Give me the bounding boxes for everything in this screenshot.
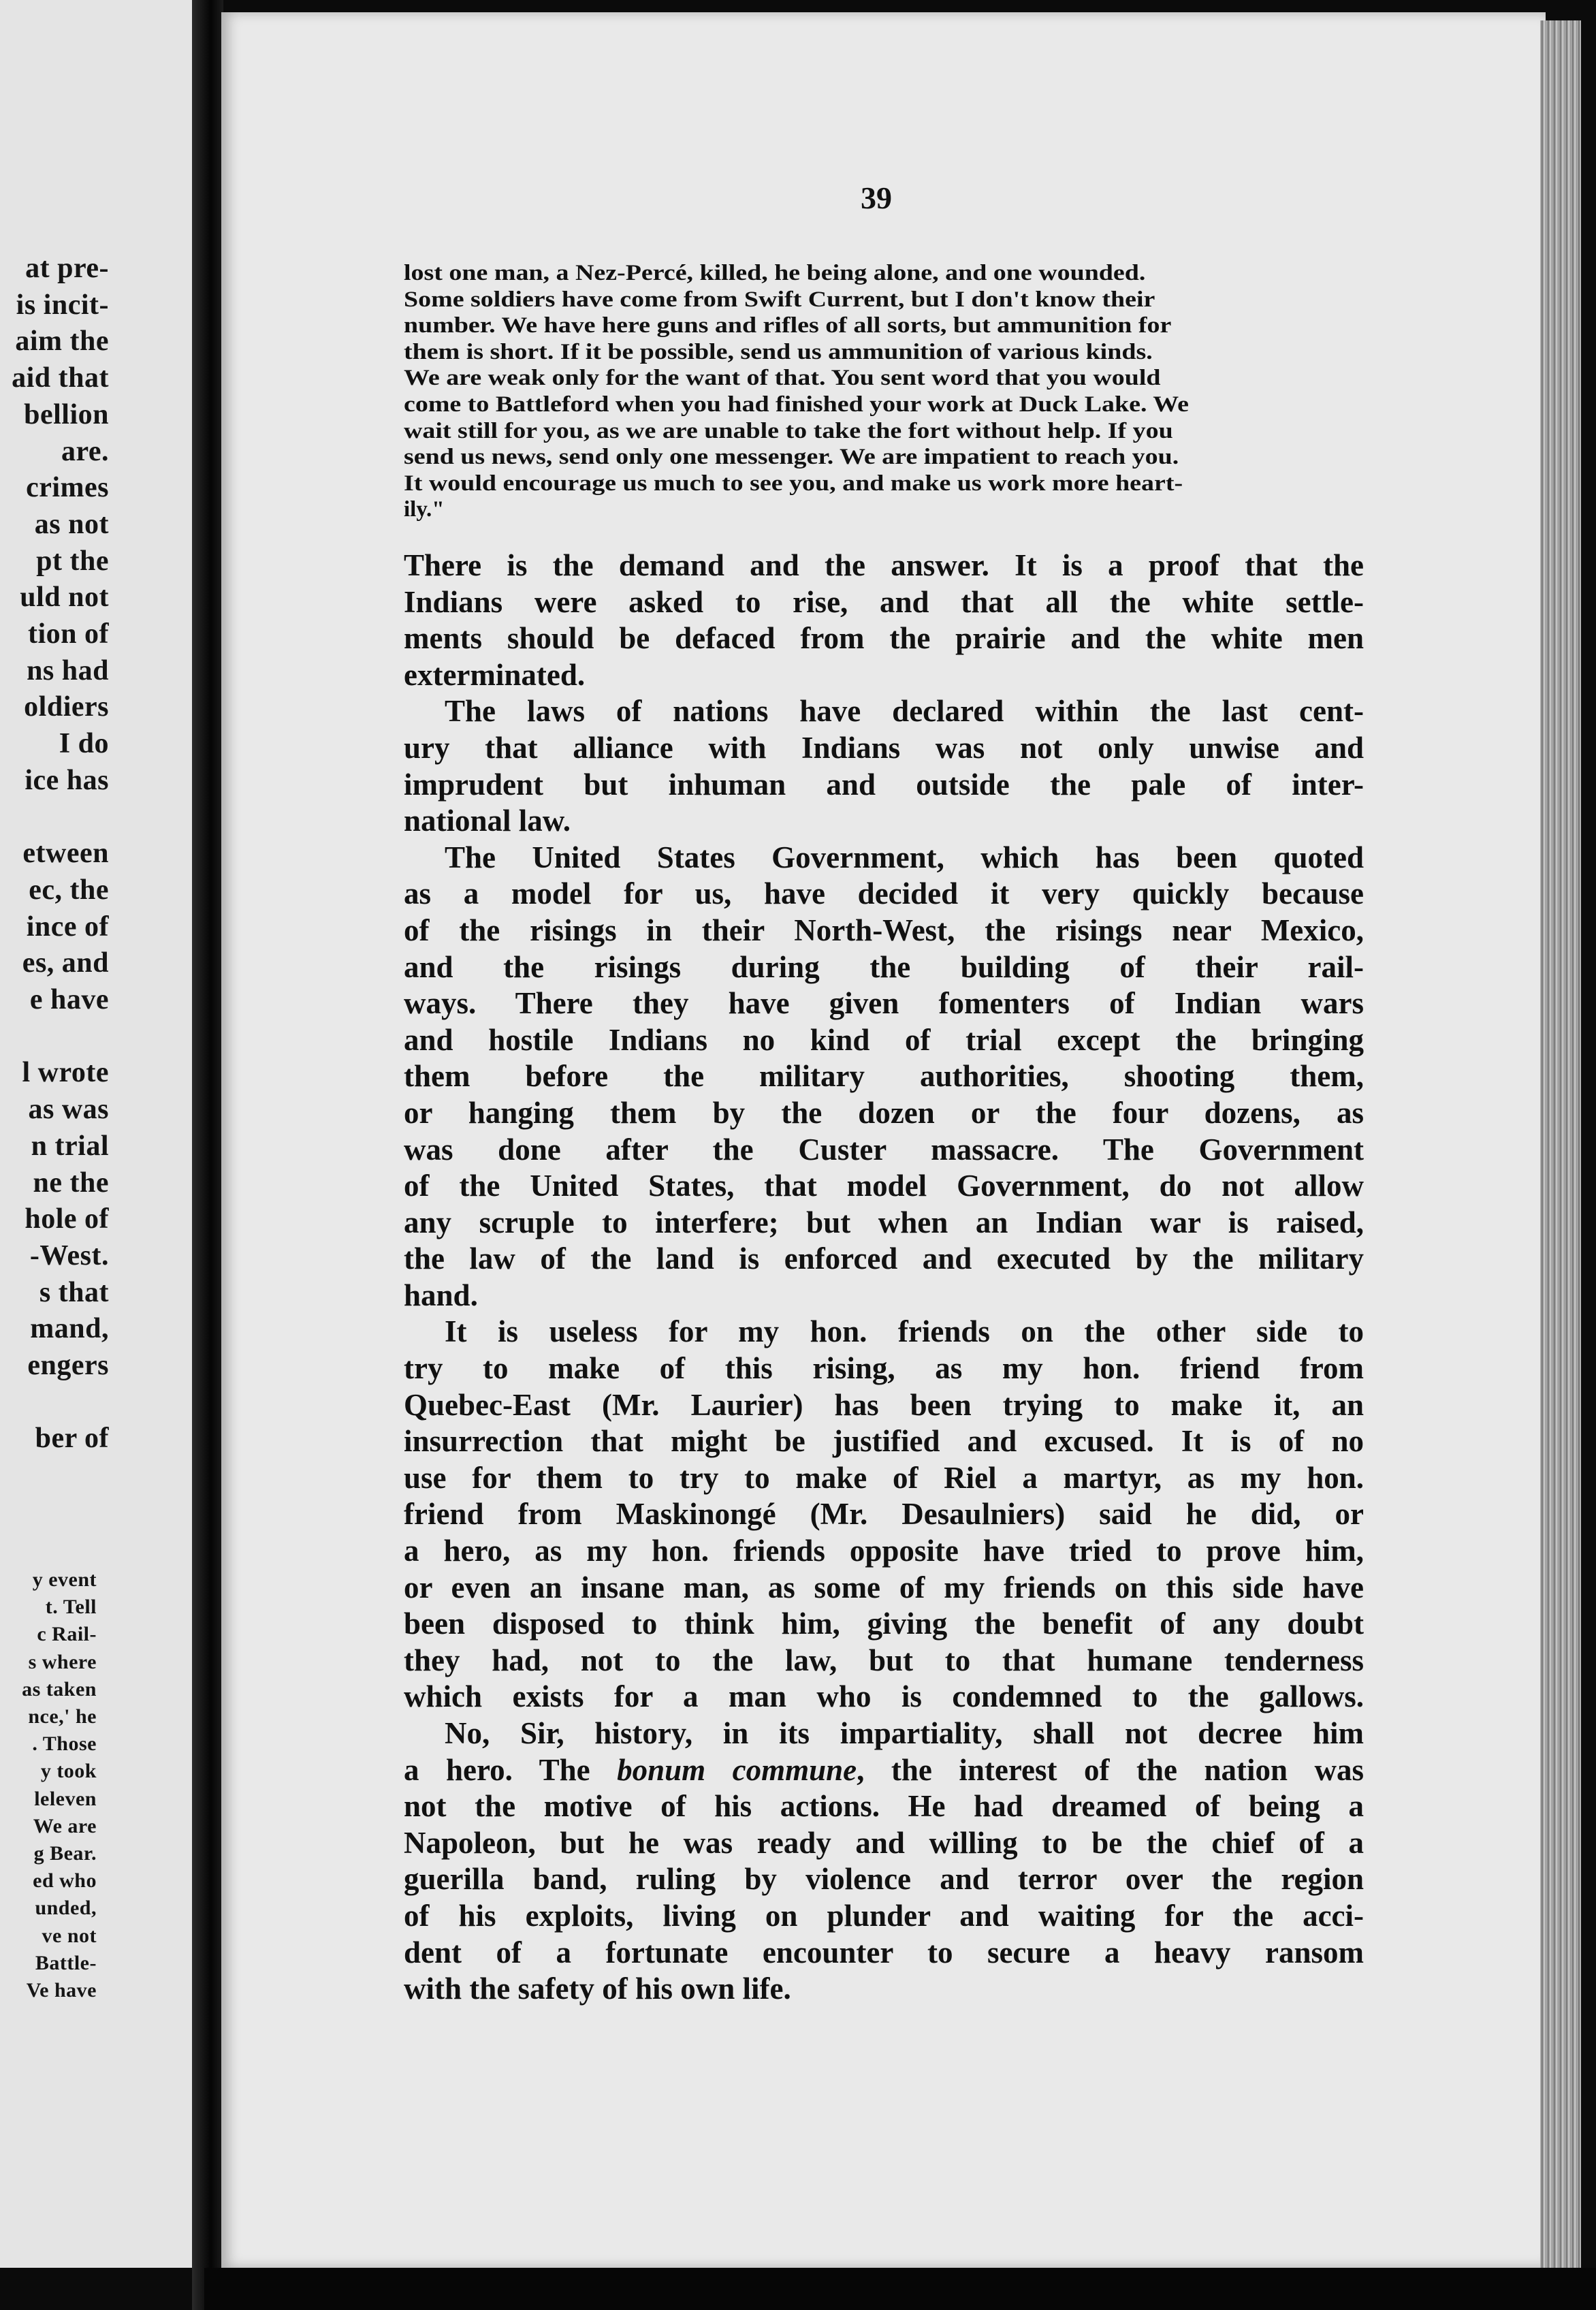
- left-page-fragment: We are: [33, 1814, 97, 1837]
- left-page-fragment: t. Tell: [45, 1596, 97, 1619]
- left-page-fragment: as was: [28, 1094, 109, 1126]
- left-page-fragment: ber of: [35, 1423, 109, 1455]
- body-line: a hero, as my hon. friends opposite have tried to prove him,: [404, 1534, 1364, 1568]
- quote-line: come to Battleford when you had finished your work at Duck Lake. We: [404, 392, 1189, 417]
- body-line: of the United States, that model Government, do not allow: [404, 1169, 1364, 1203]
- left-page-fragment: nce,' he: [28, 1705, 97, 1728]
- left-page-fragment: unded,: [35, 1897, 97, 1920]
- left-page-fragment: n trial: [31, 1130, 109, 1162]
- left-page-fragment: I do: [59, 728, 109, 760]
- body-line: been disposed to think him, giving the benefit of any doubt: [404, 1607, 1364, 1641]
- body-line: with the safety of his own life.: [404, 1972, 791, 2006]
- body-line: It is useless for my hon. friends on the other side to: [445, 1314, 1364, 1349]
- body-line: ments should be defaced from the prairie and the white men: [404, 621, 1364, 656]
- left-page-fragment: are.: [61, 435, 109, 467]
- left-page-fragment: is incit-: [16, 289, 109, 321]
- page-number: 39: [861, 180, 892, 215]
- left-page-fragment: ne the: [33, 1167, 109, 1199]
- body-line: ways. There they have given fomenters of Indian wars: [404, 986, 1364, 1021]
- left-page-fragment: aid that: [12, 362, 109, 394]
- body-line: try to make of this rising, as my hon. friend from: [404, 1351, 1364, 1386]
- left-page-fragment: leleven: [34, 1787, 97, 1810]
- body-line: the law of the land is enforced and executed by the military: [404, 1241, 1364, 1276]
- quote-line: ily.": [404, 497, 445, 522]
- left-page-fragment: aim the: [15, 326, 109, 358]
- left-page-fragment: as not: [34, 508, 109, 540]
- body-line: ury that alliance with Indians was not only unwise and: [404, 730, 1364, 765]
- body-line: hand.: [404, 1278, 478, 1312]
- quote-line: It would encourage us much to see you, and make us work more heart-: [404, 471, 1183, 496]
- body-line: they had, not to the law, but to that humane tenderness: [404, 1643, 1364, 1677]
- book-spine: [192, 0, 223, 2310]
- body-line: as a model for us, have decided it very quickly because: [404, 876, 1364, 911]
- left-page-fragment: ve not: [42, 1924, 97, 1947]
- left-page-fragment: uld not: [20, 582, 109, 614]
- page-edges: [1540, 20, 1581, 2268]
- left-page-fragment: bellion: [24, 398, 109, 430]
- latin-phrase: bonum commune: [617, 1752, 857, 1787]
- body-line: friend from Maskinongé (Mr. Desaulniers) said he did, or: [404, 1497, 1364, 1532]
- left-page-fragment: as taken: [22, 1677, 97, 1700]
- quote-line: wait still for you, as we are unable to take the fort without help. If you: [404, 418, 1173, 443]
- left-page-fragment: c Rail-: [37, 1623, 97, 1646]
- left-page: [0, 0, 192, 2268]
- quote-line: lost one man, a Nez-Percé, killed, he being alone, and one wounded.: [404, 261, 1146, 285]
- left-page-fragment: s where: [28, 1650, 97, 1673]
- left-page-fragment: engers: [27, 1350, 109, 1381]
- body-line: Napoleon, but he was ready and willing to be the chief of a: [404, 1825, 1364, 1860]
- left-page-fragment: Ve have: [26, 1979, 97, 2002]
- body-line: not the motive of his actions. He had dreamed of being a: [404, 1789, 1364, 1824]
- body-line: insurrection that might be justified and excused. It is of no: [404, 1424, 1364, 1459]
- left-page-fragment: e have: [29, 984, 109, 1015]
- body-line: and hostile Indians no kind of trial except the bringing: [404, 1022, 1364, 1057]
- left-page-fragment: . Those: [32, 1732, 97, 1756]
- quote-line: number. We have here guns and rifles of all sorts, but ammunition for: [404, 313, 1172, 338]
- left-page-fragment: ns had: [27, 654, 109, 686]
- body-line: Indians were asked to rise, and that all the white settle-: [404, 584, 1364, 619]
- body-line: or hanging them by the dozen or the four dozens, as: [404, 1095, 1364, 1130]
- left-page-fragment: y took: [40, 1760, 97, 1783]
- left-page-fragment: pt the: [36, 545, 109, 577]
- left-page-fragment: y event: [32, 1568, 97, 1591]
- quote-line: We are weak only for the want of that. You sent word that you would: [404, 366, 1161, 391]
- left-page-fragment: ince of: [26, 911, 109, 943]
- body-line: Quebec-East (Mr. Laurier) has been trying to make it, an: [404, 1387, 1364, 1422]
- left-page-fragment: Battle-: [35, 1951, 97, 1974]
- body-line: national law.: [404, 804, 571, 838]
- left-page-fragment: -West.: [29, 1239, 109, 1271]
- quoted-letter: [404, 260, 1364, 523]
- left-page-fragment: mand,: [30, 1313, 109, 1345]
- left-page-fragment: ice has: [25, 764, 109, 796]
- body-line: a hero. The bonum commune, the interest of the nation was: [404, 1752, 1364, 1787]
- body-text: [404, 548, 1364, 2008]
- left-page-fragment: hole of: [25, 1203, 109, 1235]
- body-line: There is the demand and the answer. It is a proof that the: [404, 548, 1364, 582]
- quote-line: send us news, send only one messenger. We are impatient to reach you.: [404, 445, 1179, 470]
- left-page-fragment: tion of: [28, 618, 109, 650]
- bottom-edge: [204, 2268, 1596, 2310]
- left-page-fragment: etween: [22, 838, 109, 870]
- body-line: guerilla band, ruling by violence and terror over the region: [404, 1862, 1364, 1897]
- body-line: The United States Government, which has been quoted: [445, 840, 1364, 874]
- body-line: or even an insane man, as some of my friends on this side have: [404, 1570, 1364, 1604]
- left-page-fragment: es, and: [22, 947, 109, 979]
- body-line: of his exploits, living on plunder and waiting for the acci-: [404, 1898, 1364, 1933]
- left-page-fragment: l wrote: [22, 1057, 109, 1089]
- left-page-fragment: oldiers: [24, 691, 109, 723]
- body-line: and the risings during the building of their rail-: [404, 949, 1364, 984]
- quote-line: Some soldiers have come from Swift Current, but I don't know their: [404, 287, 1155, 312]
- left-page-fragment: s that: [39, 1276, 109, 1308]
- quote-line: them is short. If it be possible, send us ammunition of various kinds.: [404, 339, 1153, 364]
- left-page-fragment: crimes: [26, 472, 109, 504]
- body-line: use for them to try to make of Riel a martyr, as my hon.: [404, 1460, 1364, 1495]
- body-line: which exists for a man who is condemned to the gallows.: [404, 1679, 1364, 1714]
- left-page-fragment: ec, the: [29, 874, 109, 906]
- left-page-fragment: at pre-: [25, 253, 109, 284]
- body-line: them before the military authorities, shooting them,: [404, 1059, 1364, 1094]
- body-line: any scruple to interfere; but when an Indian war is raised,: [404, 1205, 1364, 1239]
- body-line: dent of a fortunate encounter to secure a heavy ransom: [404, 1935, 1364, 1969]
- body-line: The laws of nations have declared within the last cent-: [445, 694, 1364, 729]
- body-line: exterminated.: [404, 657, 586, 692]
- body-line: of the risings in their North-West, the risings near Mexico,: [404, 913, 1364, 947]
- body-line: was done after the Custer massacre. The Government: [404, 1132, 1364, 1167]
- left-page-fragment: g Bear.: [33, 1842, 97, 1865]
- body-line: No, Sir, history, in its impartiality, shall not decree him: [445, 1716, 1364, 1750]
- left-page-fragment: ed who: [33, 1869, 97, 1893]
- body-line: imprudent but inhuman and outside the pale of inter-: [404, 767, 1364, 802]
